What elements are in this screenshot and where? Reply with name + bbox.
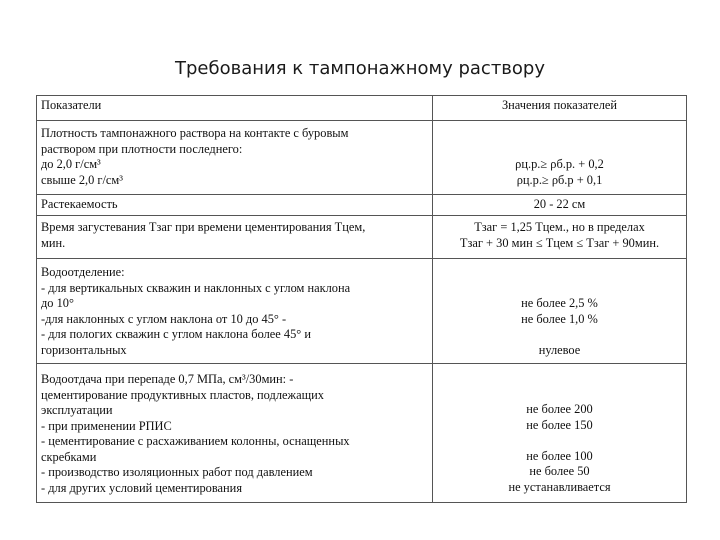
cell-line: -для наклонных с углом наклона от 10 до 45° - — [41, 311, 287, 326]
cell-line: - при применении РПИС — [41, 418, 172, 433]
row-water-separation-value — [433, 259, 687, 364]
cell-line: не более 2,5 % — [521, 296, 598, 310]
cell-line: не более 100 — [526, 448, 593, 463]
cell-line: - цементирование с расхаживанием колонны, оснащенных — [41, 434, 350, 448]
row-fluid-loss-label — [37, 364, 433, 503]
cell-line: Время загустевания Тзаг при времени цементирования Тцем, — [41, 220, 366, 234]
cell-line: нулевое — [538, 342, 581, 357]
row-spread-value — [433, 195, 687, 216]
header-indicators: Показатели — [37, 96, 433, 121]
cell-line: не более 1,0 % — [521, 311, 598, 326]
cell-line: свыше 2,0 г/см³ — [41, 172, 123, 187]
row-thickening-label — [37, 216, 433, 259]
cell-line: до 10° — [41, 296, 74, 310]
cell-line: Водоотделение: — [41, 265, 125, 279]
table-row — [37, 121, 687, 195]
row-water-separation-label — [37, 259, 433, 364]
cell-line: не более 150 — [526, 417, 593, 432]
cell-line: до 2,0 г/см³ — [41, 157, 101, 171]
cell-line: - производство изоляционных работ под давлением — [41, 465, 313, 479]
cell-line: Тзаг + 30 мин ≤ Тцем ≤ Тзаг + 90мин. — [459, 235, 660, 250]
header-values: Значения показателей — [433, 96, 687, 121]
cell-line: скребками — [41, 449, 97, 464]
row-thickening-value — [433, 216, 687, 259]
table-row — [37, 216, 687, 259]
cell-line: 20 - 22 см — [533, 197, 586, 211]
cell-line: эксплуатации — [41, 403, 113, 417]
cell-line: Тзаг = 1,25 Тцем., но в пределах — [474, 220, 645, 234]
cell-line: - для вертикальных скважин и наклонных с углом наклона — [41, 280, 351, 295]
cell-line: раствором при плотности последнего: — [41, 141, 243, 156]
table-row — [37, 364, 687, 503]
cell-line: - для других условий цементирования — [41, 480, 243, 495]
cell-line: горизонтальных — [41, 342, 127, 357]
cell-line: Водоотдача при перепаде 0,7 МПа, см³/30мин: - — [41, 372, 294, 386]
cell-line: не более 200 — [526, 402, 593, 416]
cell-spacer — [437, 327, 682, 343]
table-header-row — [37, 96, 687, 121]
requirements-table — [36, 95, 687, 503]
row-fluid-loss-value — [433, 364, 687, 503]
table-row — [37, 195, 687, 216]
cell-line: ρц.р.≥ ρб.р + 0,1 — [516, 172, 603, 187]
cell-line: цементирование продуктивных пластов, подлежащих — [41, 387, 324, 402]
table-row — [37, 259, 687, 364]
page-title: Требования к тампонажному раствору — [174, 58, 546, 79]
row-density-label — [37, 121, 433, 195]
cell-line: Плотность тампонажного раствора на контакте с буровым — [41, 126, 349, 140]
cell-line: не устанавливается — [508, 479, 611, 494]
row-density-value — [433, 121, 687, 195]
cell-line: мин. — [41, 235, 66, 250]
cell-spacer — [437, 433, 682, 449]
cell-line: Растекаемость — [41, 197, 118, 211]
cell-line: - для пологих скважин с углом наклона более 45° и — [41, 327, 311, 341]
row-spread-label — [37, 195, 433, 216]
cell-line: не более 50 — [529, 464, 590, 478]
cell-line: ρц.р.≥ ρб.р. + 0,2 — [515, 157, 604, 171]
